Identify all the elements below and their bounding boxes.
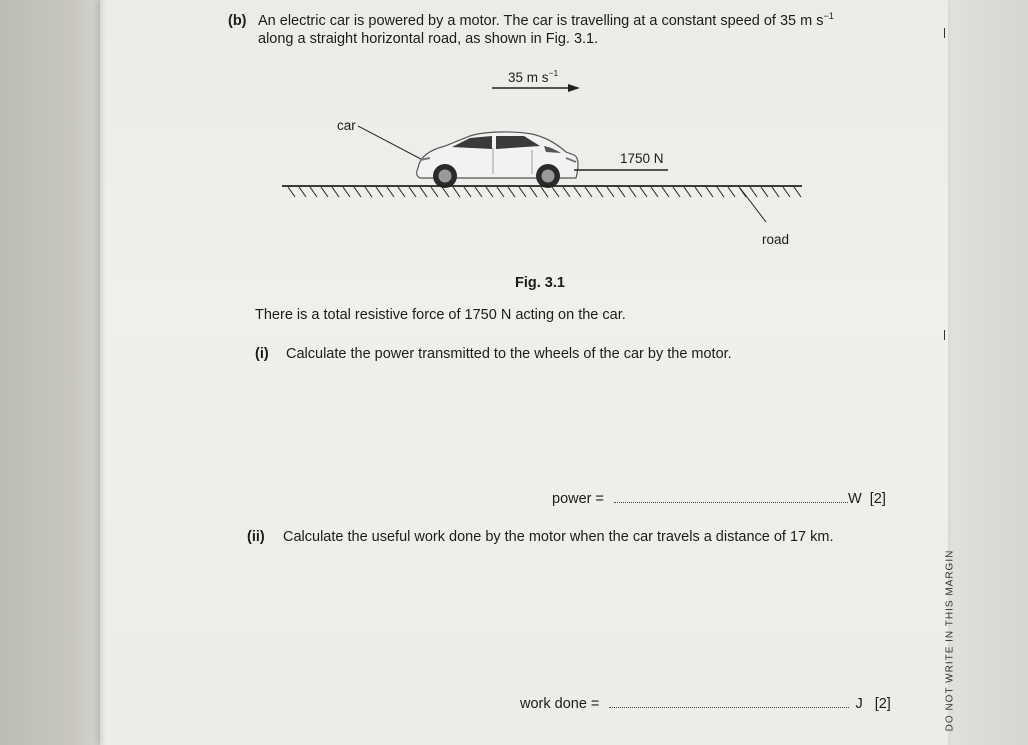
road-hatch-mark bbox=[530, 187, 537, 197]
road-hatch-mark bbox=[398, 187, 405, 197]
road-hatch-mark bbox=[695, 187, 702, 197]
car-label: car bbox=[337, 118, 356, 133]
road-hatch-mark bbox=[310, 187, 317, 197]
force-label: 1750 N bbox=[620, 151, 664, 166]
power-unit: W bbox=[848, 491, 862, 507]
part-label: (b) bbox=[228, 13, 247, 29]
road-hatch-mark bbox=[783, 187, 790, 197]
power-answer-line[interactable] bbox=[552, 490, 886, 508]
road-hatch-mark bbox=[640, 187, 647, 197]
road-hatch-mark bbox=[343, 187, 350, 197]
road-hatch-mark bbox=[541, 187, 548, 197]
sub-question-ii-text: Calculate the useful work done by the motor when the car travels a distance of 17 km. bbox=[283, 529, 834, 545]
road-surface bbox=[282, 186, 802, 197]
road-leader-line bbox=[740, 188, 766, 222]
intro-line-2: along a straight horizontal road, as shown in Fig. 3.1. bbox=[258, 31, 599, 47]
road-hatch-mark bbox=[376, 187, 383, 197]
road-hatch-mark bbox=[706, 187, 713, 197]
road-hatch-mark bbox=[750, 187, 757, 197]
road-hatch-mark bbox=[794, 187, 801, 197]
road-hatch-mark bbox=[431, 187, 438, 197]
road-hatch-mark bbox=[761, 187, 768, 197]
power-marks: [2] bbox=[869, 491, 886, 507]
road-hatch-mark bbox=[607, 187, 614, 197]
road-hatch-mark bbox=[497, 187, 504, 197]
road-hatch-mark bbox=[409, 187, 416, 197]
road-hatch-mark bbox=[475, 187, 482, 197]
road-hatch-mark bbox=[464, 187, 471, 197]
road-hatch-mark bbox=[508, 187, 515, 197]
road-hatch-mark bbox=[728, 187, 735, 197]
road-hatch-mark bbox=[486, 187, 493, 197]
road-hatch-mark bbox=[519, 187, 526, 197]
road-hatch-mark bbox=[288, 187, 295, 197]
road-hatch-mark bbox=[354, 187, 361, 197]
margin-warning: DO NOT WRITE IN THIS MARGIN bbox=[944, 549, 956, 731]
speed-label: 35 m $s^{-1}$ bbox=[508, 68, 559, 85]
road-hatch-mark bbox=[651, 187, 658, 197]
sub-question-i-label: (i) bbox=[255, 346, 269, 362]
road-hatch-mark bbox=[585, 187, 592, 197]
work-answer-prefix: work done = bbox=[520, 696, 600, 712]
road-hatch-mark bbox=[618, 187, 625, 197]
intro-line-1: An electric car is powered by a motor. The car is travelling at a constant speed of 35 m $s^{-1}$ bbox=[258, 11, 834, 29]
road-label: road bbox=[762, 232, 790, 247]
margin-tick-top bbox=[944, 28, 949, 38]
road-hatch-mark bbox=[321, 187, 328, 197]
road-hatch-mark bbox=[684, 187, 691, 197]
figure-caption: Fig. 3.1 bbox=[515, 275, 565, 291]
road-hatch-mark bbox=[563, 187, 570, 197]
velocity-arrow bbox=[492, 84, 580, 92]
sub-question-i-text: Calculate the power transmitted to the wheels of the car by the motor. bbox=[286, 346, 732, 362]
sub-question-ii-label: (ii) bbox=[247, 529, 265, 545]
road-hatch-mark bbox=[552, 187, 559, 197]
power-answer-blank[interactable] bbox=[614, 490, 848, 503]
road-hatch-mark bbox=[299, 187, 306, 197]
figure-3-1 bbox=[270, 60, 830, 250]
road-hatch-mark bbox=[629, 187, 636, 197]
road-hatch-mark bbox=[365, 187, 372, 197]
road-hatch-mark bbox=[574, 187, 581, 197]
car-drawing bbox=[417, 132, 578, 188]
road-hatch-mark bbox=[662, 187, 669, 197]
power-answer-prefix: power = bbox=[552, 491, 604, 507]
background-left bbox=[0, 0, 100, 745]
work-unit: J bbox=[855, 696, 863, 712]
road-hatch-mark bbox=[332, 187, 339, 197]
road-hatch-mark bbox=[673, 187, 680, 197]
road-hatch-mark bbox=[596, 187, 603, 197]
road-hatch-mark bbox=[717, 187, 724, 197]
margin-tick-middle bbox=[944, 330, 949, 340]
resistive-force-statement: There is a total resistive force of 1750 N acting on the car. bbox=[255, 307, 626, 323]
road-hatch-mark bbox=[442, 187, 449, 197]
work-answer-line[interactable] bbox=[520, 695, 891, 713]
road-hatch-mark bbox=[420, 187, 427, 197]
road-hatch-mark bbox=[453, 187, 460, 197]
work-marks: [2] bbox=[874, 696, 891, 712]
road-hatch-mark bbox=[387, 187, 394, 197]
road-hatch-mark bbox=[772, 187, 779, 197]
work-answer-blank[interactable] bbox=[609, 695, 849, 708]
